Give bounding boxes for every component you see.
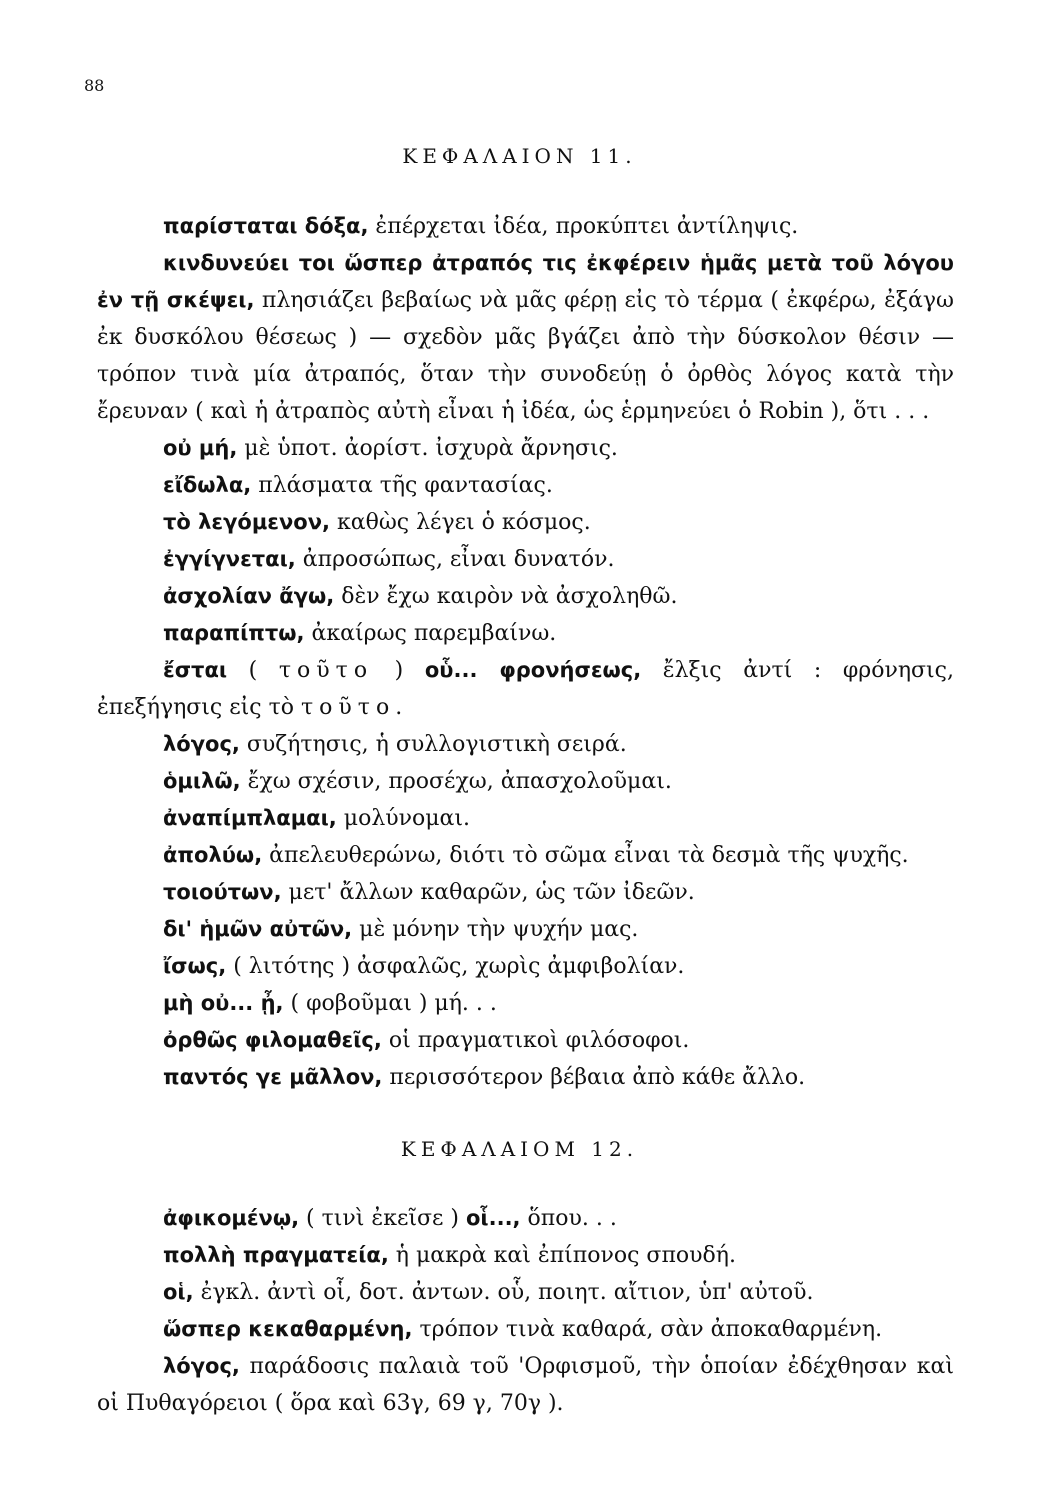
entry-term: κινδυνεύει τοι ὥσπερ ἀτραπός τις ἐκφέρειν ἡμᾶς μετὰ τοῦ λόγου ἐν τῇ σκέψει, [97, 251, 954, 312]
entry [97, 541, 954, 578]
entry-term: ὁμιλῶ, [163, 769, 241, 793]
entry-term: οἱ, [163, 1280, 194, 1304]
entry-gloss: πλησιάζει βεβαίως νὰ μᾶς φέρῃ εἰς τὸ τέρμα ( ἐκφέρω, ἐξάγω ἐκ δυσκόλου θέσεως ) — σχεδὸν μᾶς βγάζει ἀπὸ τὴν δύσκολον θέσιν — τρόπον τινὰ μία ἀτραπός, ὅταν τὴν συνοδεύῃ ὁ ὀρθὸς λόγος κατὰ τὴν ἔρευναν ( καὶ ἡ ἀτραπὸς αὐτὴ εἶναι ἡ ἰδέα, ὡς ἑρμηνεύει ὁ Robin ), ὅτι . . . [97, 288, 954, 424]
entry-term: ὥσπερ κεκαθαρμένη, [163, 1317, 413, 1341]
entry [97, 467, 954, 504]
entry-term: μὴ οὐ... ᾖ, [163, 991, 284, 1015]
entry [97, 245, 954, 430]
entry [97, 1022, 954, 1059]
chapter-11-heading: ΚΕΦΑΛΑΙΟΝ 11. [402, 144, 637, 168]
entry-term: οὗ... φρονήσεως, [424, 658, 642, 682]
entry-gloss: δὲν ἔχω καιρὸν νὰ ἀσχοληθῶ. [334, 584, 678, 609]
entry [97, 578, 954, 615]
entry-gloss: οἱ πραγματικοὶ φιλόσοφοι. [381, 1028, 690, 1053]
entry-gloss-spaced: τοῦτο [278, 658, 374, 683]
entry [97, 948, 954, 985]
entry-gloss: ἐγκλ. ἀντὶ οἷ, δοτ. ἀντων. οὗ, ποιητ. αἴτιον, ὑπ' αὐτοῦ. [193, 1280, 814, 1305]
entry-term: ἀσχολίαν ἄγω, [163, 584, 335, 608]
entry-term: λόγος, [163, 1354, 240, 1378]
entry-gloss: ὅπου. . . [520, 1206, 617, 1231]
entry [97, 911, 954, 948]
page-number: 88 [84, 76, 105, 95]
entry-term: ἔσται [163, 658, 228, 682]
entry-term: οὐ μή, [163, 436, 238, 460]
entry-term: ἀναπίμπλαμαι, [163, 806, 337, 830]
entry-gloss: περισσότερον βέβαια ἀπὸ κάθε ἄλλο. [382, 1065, 806, 1090]
entry-term: παρίσταται δόξα, [163, 214, 369, 238]
entry-gloss: ἀπροσώπως, εἶναι δυνατόν. [295, 547, 615, 572]
entry-gloss: ἐπέρχεται ἰδέα, προκύπτει ἀντίληψις. [368, 214, 799, 239]
entry-term: ὀρθῶς φιλομαθεῖς, [163, 1028, 382, 1052]
entry-term: δι' ἡμῶν αὐτῶν, [163, 917, 353, 941]
entry [97, 1237, 954, 1274]
entry-gloss: πλάσματα τῆς φαντασίας. [251, 473, 553, 498]
entry [97, 504, 954, 541]
entry-gloss: συζήτησις, ἡ συλλογιστικὴ σειρά. [239, 732, 627, 757]
entry-gloss: ( λιτότης ) ἀσφαλῶς, χωρὶς ἀμφιβολίαν. [226, 954, 685, 979]
entry-gloss: μὲ μόνην τὴν ψυχήν μας. [352, 917, 639, 942]
entry-gloss-spaced: τοῦτο [301, 695, 396, 720]
entry [97, 763, 954, 800]
entry [97, 1311, 954, 1348]
entry-gloss: ἀπελευθερώνω, διότι τὸ σῶμα εἶναι τὰ δεσμὰ τῆς ψυχῆς. [262, 843, 909, 868]
entry-gloss: μὲ ὑποτ. ἀορίστ. ἰσχυρὰ ἄρνησις. [237, 436, 618, 461]
entry [97, 726, 954, 763]
entry-gloss: ἔχω σχέσιν, προσέχω, ἀπασχολοῦμαι. [240, 769, 672, 794]
entry-term: τοιούτων, [163, 880, 282, 904]
entry-term: ἴσως, [163, 954, 227, 978]
entry-gloss: ( φοβοῦμαι ) μή. . . [283, 991, 497, 1016]
entry [97, 1200, 954, 1237]
entry-term: πολλὴ πραγματεία, [163, 1243, 389, 1267]
entry [97, 985, 954, 1022]
entry-gloss: ἀκαίρως παρεμβαίνω. [304, 621, 557, 646]
entry-gloss: μολύνομαι. [336, 806, 471, 831]
entry [97, 208, 954, 245]
chapter-11-entries [97, 208, 954, 1096]
entry [97, 652, 954, 726]
entry-gloss: καθὼς λέγει ὁ κόσμος. [330, 510, 591, 535]
entry-term: παντός γε μᾶλλον, [163, 1065, 383, 1089]
entry-term: ἀπολύω, [163, 843, 263, 867]
entry-gloss: παράδοσις παλαιὰ τοῦ 'Ορφισμοῦ, τὴν ὁποίαν ἐδέχθησαν καὶ οἱ Πυθαγόρειοι ( ὅρα καὶ 63γ, 69 γ, 70γ ). [97, 1354, 954, 1416]
entry [97, 874, 954, 911]
entry [97, 1274, 954, 1311]
entry [97, 1059, 954, 1096]
entry-gloss: . [395, 695, 403, 720]
entry [97, 615, 954, 652]
entry-gloss: ) [373, 658, 425, 683]
entry-gloss: ἔλξις ἀντί : φρόνησις, ἐπεξήγησις εἰς τὸ [97, 658, 954, 720]
entry-term: ἐγγίγνεται, [163, 547, 296, 571]
entry-gloss: τρόπον τινὰ καθαρά, σὰν ἀποκαθαρμένη. [412, 1317, 883, 1342]
entry-term: εἴδωλα, [163, 473, 252, 497]
entry-gloss: ἡ μακρὰ καὶ ἐπίπονος σπουδή. [388, 1243, 736, 1268]
entry-term: οἷ..., [466, 1206, 521, 1230]
entry [97, 800, 954, 837]
entry-term: παραπίπτω, [163, 621, 305, 645]
entry-gloss: μετ' ἄλλων καθαρῶν, ὡς τῶν ἰδεῶν. [281, 880, 695, 905]
chapter-12-entries [97, 1200, 954, 1422]
entry-gloss: ( τινὶ ἐκεῖσε ) [299, 1206, 466, 1231]
entry [97, 1348, 954, 1422]
entry-term: τὸ λεγόμενον, [163, 510, 331, 534]
entry [97, 430, 954, 467]
entry-term: λόγος, [163, 732, 240, 756]
entry-term: ἀφικομένῳ, [163, 1206, 300, 1230]
entry [97, 837, 954, 874]
chapter-12-heading: ΚΕΦΑΛΑΙΟΜ 12. [400, 1137, 639, 1161]
entry-gloss: ( [227, 658, 279, 683]
